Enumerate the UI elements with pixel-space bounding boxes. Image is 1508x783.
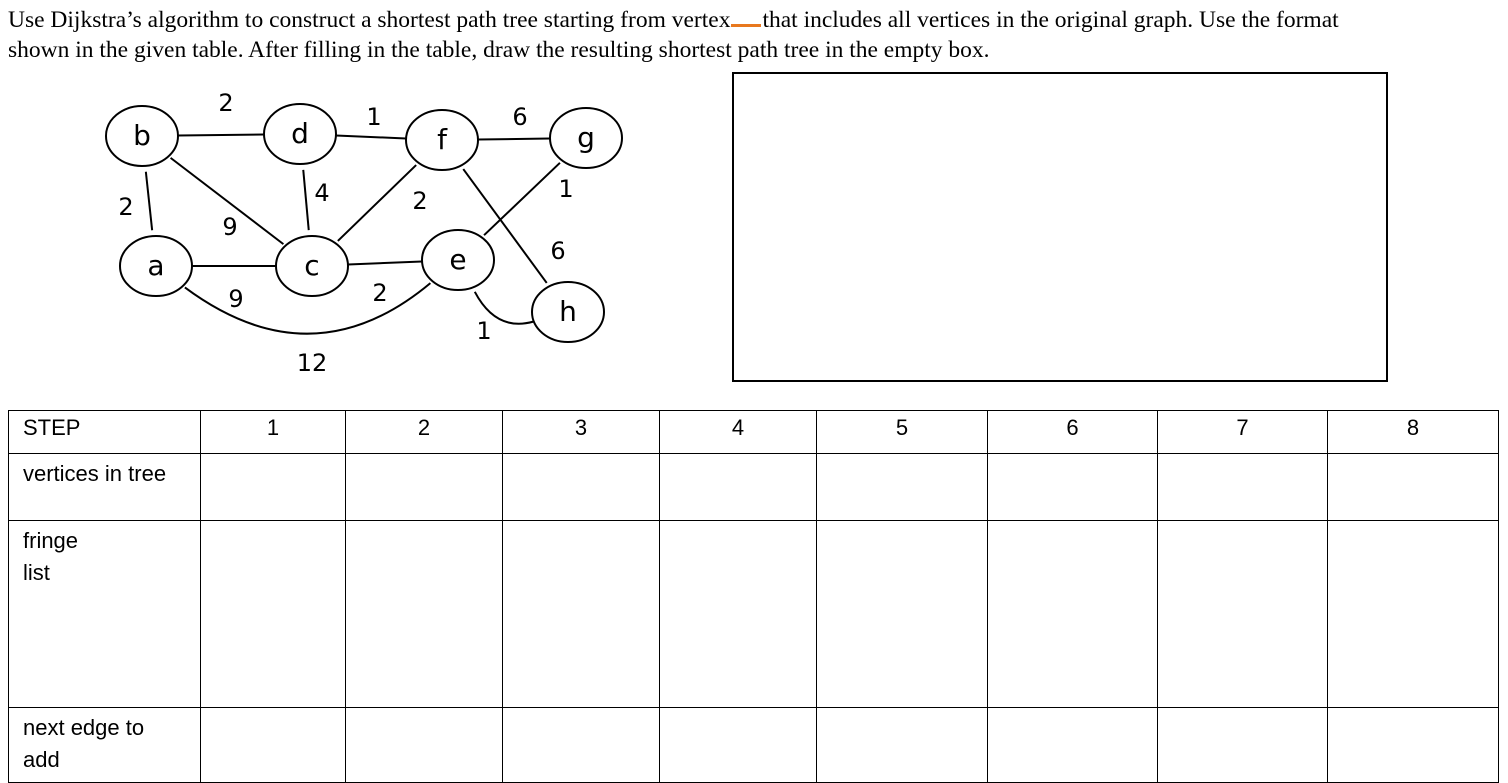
vertices-cell[interactable] (988, 454, 1158, 521)
next-edge-label-line2: add (23, 747, 60, 772)
vertex-c (276, 236, 348, 296)
vertices-in-tree-row (9, 454, 1499, 521)
edge-weight-e-h: 1 (476, 317, 492, 345)
vertices-cell[interactable] (503, 454, 660, 521)
step-number: 7 (1158, 411, 1328, 454)
edge-weight-c-e: 2 (372, 279, 388, 307)
vertex-label: e (449, 243, 467, 276)
edge-weight-b-d: 2 (218, 89, 234, 117)
fringe-cell[interactable] (660, 521, 817, 708)
vertex-h (532, 282, 604, 342)
fringe-cell[interactable] (1328, 521, 1499, 708)
fringe-label-line2: list (23, 560, 50, 585)
vertex-label: g (577, 121, 595, 154)
vertex-label: b (133, 119, 151, 152)
vertex-a (120, 236, 192, 296)
step-header: STEP (9, 411, 201, 454)
problem-text-part2: that includes all vertices in the original graph. Use the format (762, 7, 1339, 33)
vertex-label: a (147, 249, 165, 282)
start-vertex-blank[interactable] (731, 2, 761, 27)
vertices-cell[interactable] (660, 454, 817, 521)
edge-weight-f-h: 6 (550, 237, 566, 265)
edge-weight-d-c: 4 (314, 179, 330, 207)
fringe-cell[interactable] (201, 521, 346, 708)
edge-weight-c-f: 2 (412, 187, 428, 215)
edge-d-f (336, 136, 406, 139)
fringe-cell[interactable] (1158, 521, 1328, 708)
edge-b-d (178, 134, 264, 135)
fringe-cell[interactable] (817, 521, 988, 708)
fringe-cell[interactable] (346, 521, 503, 708)
edge-weight-b-c: 9 (222, 213, 238, 241)
edge-weight-f-g: 6 (512, 103, 528, 131)
edge-weight-b-a: 2 (118, 193, 134, 221)
step-number: 5 (817, 411, 988, 454)
weighted-graph (96, 82, 636, 382)
next-edge-cell[interactable] (201, 708, 346, 783)
next-edge-cell[interactable] (817, 708, 988, 783)
fringe-list-header (9, 521, 201, 708)
vertex-b (106, 106, 178, 166)
problem-line-1 (8, 2, 1508, 35)
fringe-cell[interactable] (503, 521, 660, 708)
edge-weight-g-e: 1 (558, 175, 574, 203)
vertex-f (406, 110, 478, 170)
step-number: 4 (660, 411, 817, 454)
edge-c-f (338, 165, 416, 241)
vertex-label: h (559, 295, 577, 328)
next-edge-cell[interactable] (1328, 708, 1499, 783)
vertices-in-tree-header: vertices in tree (9, 454, 201, 521)
step-number: 3 (503, 411, 660, 454)
edge-weight-a-e: 12 (296, 349, 328, 377)
step-row (9, 411, 1499, 454)
next-edge-cell[interactable] (503, 708, 660, 783)
next-edge-cell[interactable] (988, 708, 1158, 783)
vertex-e (422, 230, 494, 290)
step-number: 6 (988, 411, 1158, 454)
edge-f-g (478, 138, 550, 139)
shortest-path-tree-drawing-box[interactable] (732, 72, 1388, 382)
vertices-cell[interactable] (817, 454, 988, 521)
fringe-label-line1: fringe (23, 528, 79, 553)
edge-d-c (303, 170, 308, 230)
vertices-cell[interactable] (1328, 454, 1499, 521)
fringe-cell[interactable] (988, 521, 1158, 708)
vertex-label: d (291, 117, 309, 150)
dijkstra-table (8, 410, 1499, 783)
problem-line-2: shown in the given table. After filling in the table, draw the resulting shortest path tree in the empty box. (8, 37, 990, 63)
vertex-label: c (304, 249, 320, 282)
next-edge-cell[interactable] (660, 708, 817, 783)
edge-g-e (484, 163, 560, 235)
vertex-g (550, 108, 622, 168)
vertices-cell[interactable] (201, 454, 346, 521)
edge-c-e (348, 261, 422, 264)
vertex-label: f (437, 123, 447, 156)
vertex-d (264, 104, 336, 164)
vertices-cell[interactable] (1158, 454, 1328, 521)
next-edge-cell[interactable] (1158, 708, 1328, 783)
problem-text-part1: Use Dijkstra’s algorithm to construct a shortest path tree starting from vertex (8, 7, 731, 33)
edge-b-a (146, 172, 152, 230)
next-edge-label-line1: next edge to (23, 715, 145, 740)
edge-weight-d-f: 1 (366, 103, 382, 131)
step-number: 2 (346, 411, 503, 454)
next-edge-header (9, 708, 201, 783)
edge-weight-a-c: 9 (228, 285, 244, 313)
next-edge-row (9, 708, 1499, 783)
fringe-list-row (9, 521, 1499, 708)
step-number: 8 (1328, 411, 1499, 454)
step-number: 1 (201, 411, 346, 454)
vertices-cell[interactable] (346, 454, 503, 521)
next-edge-cell[interactable] (346, 708, 503, 783)
problem-statement (8, 2, 1508, 65)
